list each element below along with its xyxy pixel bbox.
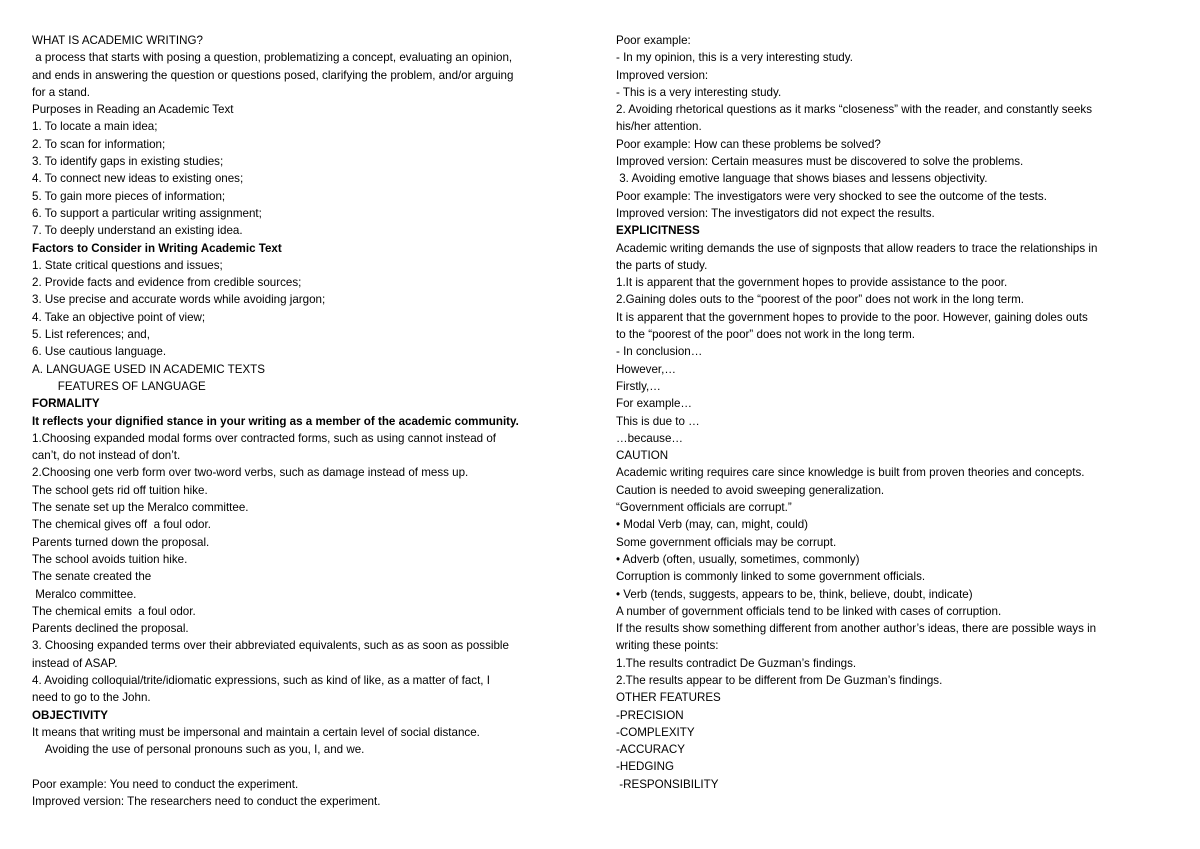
text-line: Academic writing requires care since knowledge is built from proven theories and concepts. (616, 466, 1085, 480)
text-line: The school gets rid off tuition hike. (32, 483, 208, 497)
text-line: -COMPLEXITY (616, 725, 695, 739)
text-line: Poor example: (616, 34, 691, 47)
text-line: A. LANGUAGE USED IN ACADEMIC TEXTS (32, 362, 266, 376)
text-line: • Modal Verb (may, can, might, could) (616, 518, 808, 532)
text-line: Improved version: The researchers need to conduct the experiment. (32, 795, 381, 809)
text-line: 3. Choosing expanded terms over their abbreviated equivalents, such as as soon as possible (32, 639, 509, 653)
text-line: The school avoids tuition hike. (32, 552, 188, 566)
text-line: can’t, do not instead of don’t. (32, 449, 181, 463)
heading-line: FORMALITY (32, 397, 100, 411)
text-line: 6. To support a particular writing assignment; (32, 206, 262, 220)
text-line: 2. To scan for information; (32, 137, 166, 151)
heading-line: OBJECTIVITY (32, 708, 109, 722)
text-line: 7. To deeply understand an existing idea. (32, 224, 243, 238)
text-line: 1. State critical questions and issues; (32, 258, 223, 272)
text-line: 2. Avoiding rhetorical questions as it marks “closeness” with the reader, and constantly seeks (616, 103, 1093, 117)
text-line: 5. To gain more pieces of information; (32, 189, 226, 203)
text-line: Corruption is commonly linked to some government officials. (616, 570, 926, 584)
text-line: The senate set up the Meralco committee. (32, 501, 249, 515)
text-line: 1.Choosing expanded modal forms over contracted forms, such as using cannot instead of (32, 431, 497, 445)
text-line: and ends in answering the question or questions posed, clarifying the problem, and/or arguing (32, 68, 514, 82)
text-line: writing these points: (616, 639, 719, 653)
heading-line: Factors to Consider in Writing Academic Text (32, 241, 282, 255)
text-line: Caution is needed to avoid sweeping generalization. (616, 483, 885, 497)
text-line: -HEDGING (616, 760, 674, 774)
text-line: 2.The results appear to be different from De Guzman’s findings. (616, 673, 943, 687)
text-line: Purposes in Reading an Academic Text (32, 103, 234, 117)
text-line: 4. To connect new ideas to existing ones; (32, 172, 244, 186)
text-line: 2. Provide facts and evidence from credible sources; (32, 276, 302, 290)
text-line: 1.The results contradict De Guzman’s findings. (616, 656, 857, 670)
left-column (32, 32, 592, 810)
text-line: The chemical gives off a foul odor. (32, 518, 211, 532)
text-line: 4. Avoiding colloquial/trite/idiomatic expressions, such as kind of like, as a matter of fact, I (32, 673, 490, 687)
text-line: The chemical emits a foul odor. (32, 604, 196, 618)
text-line: 3. To identify gaps in existing studies; (32, 155, 224, 169)
text-line: to the “poorest of the poor” does not work in the long term. (616, 328, 916, 342)
text-line: 4. Take an objective point of view; (32, 310, 206, 324)
text-line: his/her attention. (616, 120, 702, 134)
text-line: Improved version: Certain measures must be discovered to solve the problems. (616, 155, 1024, 169)
text-line: 3. Avoiding emotive language that shows biases and lessens objectivity. (616, 172, 988, 186)
text-line: Poor example: You need to conduct the experiment. (32, 777, 299, 791)
text-line: FEATURES OF LANGUAGE (32, 379, 206, 393)
text-line: - In my opinion, this is a very interesting study. (616, 51, 853, 65)
text-line: WHAT IS ACADEMIC WRITING? (32, 34, 203, 47)
text-line: It means that writing must be impersonal and maintain a certain level of social distance. (32, 725, 480, 739)
text-line: Academic writing demands the use of signposts that allow readers to trace the relationships in (616, 241, 1098, 255)
text-line: Parents turned down the proposal. (32, 535, 210, 549)
text-line: Firstly,… (616, 379, 661, 393)
text-line: OTHER FEATURES (616, 691, 721, 705)
text-line: 2.Choosing one verb form over two-word verbs, such as damage instead of mess up. (32, 466, 469, 480)
text-line: Poor example: How can these problems be solved? (616, 137, 881, 151)
text-line: It is apparent that the government hopes to provide to the poor. However, gaining doles outs (616, 310, 1088, 324)
text-line: Parents declined the proposal. (32, 622, 189, 636)
text-line: - In conclusion… (616, 345, 703, 359)
right-column (616, 32, 1172, 793)
text-line: Avoiding the use of personal pronouns such as you, I, and we. (32, 743, 365, 757)
text-line: -PRECISION (616, 708, 684, 722)
text-line: Meralco committee. (32, 587, 137, 601)
text-line: • Verb (tends, suggests, appears to be, think, believe, doubt, indicate) (616, 587, 973, 601)
text-line: a process that starts with posing a question, problematizing a concept, evaluating an opinion, (32, 51, 513, 65)
text-line: 6. Use cautious language. (32, 345, 167, 359)
text-line: The senate created the (32, 570, 152, 584)
text-line: -ACCURACY (616, 743, 685, 757)
text-line: instead of ASAP. (32, 656, 118, 670)
heading-line: It reflects your dignified stance in your writing as a member of the academic community. (32, 414, 519, 428)
text-line: 5. List references; and, (32, 328, 150, 342)
text-line: …because… (616, 431, 684, 445)
text-line: However,… (616, 362, 676, 376)
text-line (32, 758, 592, 775)
text-line: Improved version: (616, 68, 709, 82)
text-line: need to go to the John. (32, 691, 151, 705)
text-line: -RESPONSIBILITY (616, 777, 719, 791)
text-line: For example… (616, 397, 693, 411)
text-line: “Government officials are corrupt.” (616, 501, 792, 515)
text-line: CAUTION (616, 449, 669, 463)
text-line: Improved version: The investigators did not expect the results. (616, 206, 935, 220)
text-line: Poor example: The investigators were very shocked to see the outcome of the tests. (616, 189, 1047, 203)
text-line: 1. To locate a main idea; (32, 120, 158, 134)
heading-line: EXPLICITNESS (616, 224, 700, 238)
text-line: This is due to … (616, 414, 700, 428)
text-line: • Adverb (often, usually, sometimes, commonly) (616, 552, 860, 566)
text-line: 2.Gaining doles outs to the “poorest of the poor” does not work in the long term. (616, 293, 1024, 307)
text-line: If the results show something different from another author’s ideas, there are possible ways in (616, 622, 1097, 636)
text-line: 1.It is apparent that the government hopes to provide assistance to the poor. (616, 276, 1008, 290)
text-line: A number of government officials tend to be linked with cases of corruption. (616, 604, 1002, 618)
text-line: the parts of study. (616, 258, 708, 272)
text-line: Some government officials may be corrupt. (616, 535, 837, 549)
text-line: 3. Use precise and accurate words while avoiding jargon; (32, 293, 326, 307)
text-line: - This is a very interesting study. (616, 85, 782, 99)
text-line: for a stand. (32, 85, 91, 99)
